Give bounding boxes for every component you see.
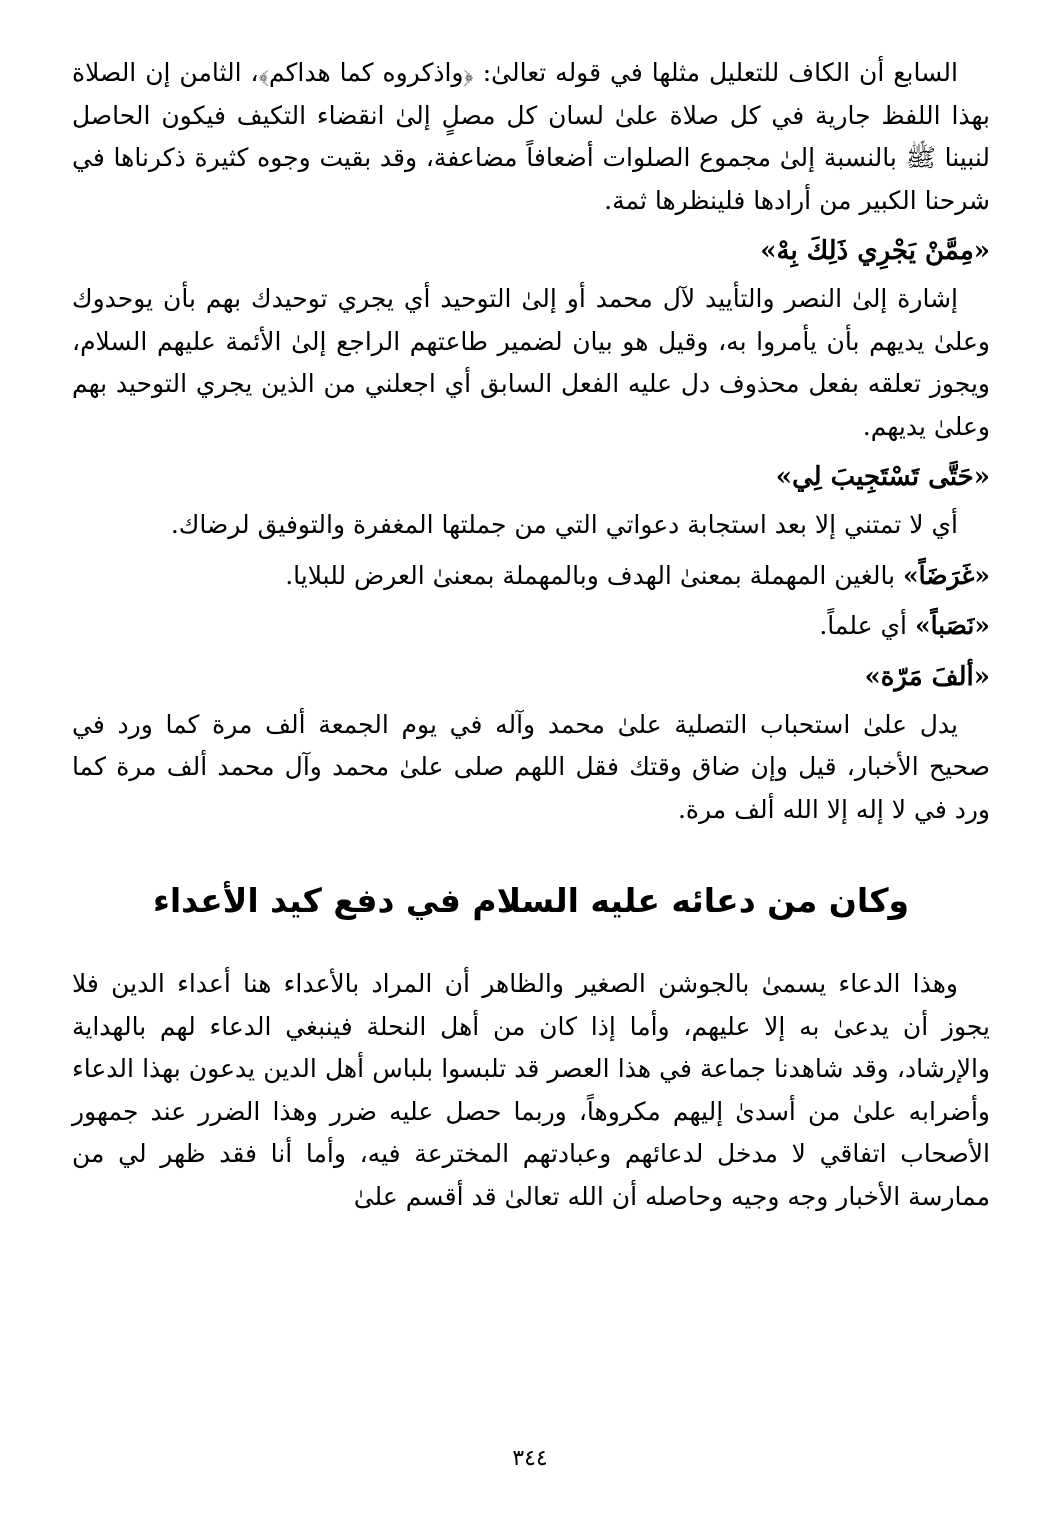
section-title: وكان من دعائه عليه السلام في دفع كيد الأعداء <box>152 881 910 920</box>
paragraph-explanation: إشارة إلىٰ النصر والتأييد لآل محمد أو إلىٰ التوحيد أي يجري توحيدك بهم بأن يوحدوك وعلىٰ يديهم بأن يأمروا به، وقيل هو بيان لضمير طاعتهم الراجع إلىٰ الأئمة عليهم السلام، ويجوز تعلقه بفعل محذوف دل عليه الفعل السابق أي اجعلني من الذين يجري التوحيد بهم وعلىٰ يديهم. <box>72 284 990 441</box>
term-meaning: بالغين المهملة بمعنىٰ الهدف وبالمهملة بمعنىٰ العرض للبلايا. <box>285 560 904 590</box>
quoted-phrase-heading: «مِمَّنْ يَجْرِي ذَلِكَ بِهْ» <box>760 236 990 266</box>
section-body: وهذا الدعاء يسمىٰ بالجوشن الصغير والظاهر أن المراد بالأعداء هنا أعداء الدين فلا يجوز أن يدعىٰ به إلا عليهم، وأما إذا كان من أهل النحلة فينبغي الدعاء لهم بالهداية والإرشاد، وقد شاهدنا جماعة في هذا العصر قد تلبسوا بلباس أهل الدين يدعون بهذا الدعاء وأضرابه علىٰ من أسدىٰ إليهم مكروهاً، وربما حصل عليه ضرر وهذا الضرر عند جمهور الأصحاب اتفاقي لا مدخل لدعائهم وعبادتهم المخترعة فيه، وأما أنا فقد ظهر لي من ممارسة الأخبار وجه وجيه وحاصله أن الله تعالىٰ قد أقسم علىٰ <box>72 969 990 1211</box>
page-content <box>72 52 990 1218</box>
quoted-phrase-heading: «حَتَّى تَسْتَجِيبَ لِي» <box>775 462 990 492</box>
paragraph-explanation: أي لا تمتني إلا بعد استجابة دعواتي التي من جملتها المغفرة والتوفيق لرضاك. <box>170 510 958 539</box>
quoted-phrase-heading: «ألفَ مَرّة» <box>864 661 990 692</box>
paragraph-explanation: يدل علىٰ استحباب التصلية علىٰ محمد وآله في يوم الجمعة ألف مرة كما ورد في صحيح الأخبار، قيل وإن ضاق وقتك فقل اللهم صلى علىٰ محمد وآل محمد ألف مرة كما ورد في لا إله إلا الله ألف مرة. <box>72 709 990 824</box>
term-definition <box>72 555 990 598</box>
defined-term: «نَصَباً» <box>914 611 990 640</box>
defined-term: «غَرَضَاً» <box>903 560 990 590</box>
page-number: ٣٤٤ <box>512 1446 548 1471</box>
term-meaning: أي علماً. <box>819 611 915 640</box>
paragraph-seventh-point: السابع أن الكاف للتعليل مثلها في قوله تعالىٰ: ﴿واذكروه كما هداكم﴾، الثامن إن الصلاة بهذا اللفظ جارية في كل صلاة علىٰ لسان كل مصلٍ إلىٰ انقضاء التكيف فيكون الحاصل لنبينا ﷺ بالنسبة إلىٰ مجموع الصلوات أضعافاً مضاعفة، وقد بقيت وجوه كثيرة ذكرناها في شرحنا الكبير من أرادها فلينظرها ثمة. <box>72 58 990 215</box>
term-definition <box>72 605 990 648</box>
